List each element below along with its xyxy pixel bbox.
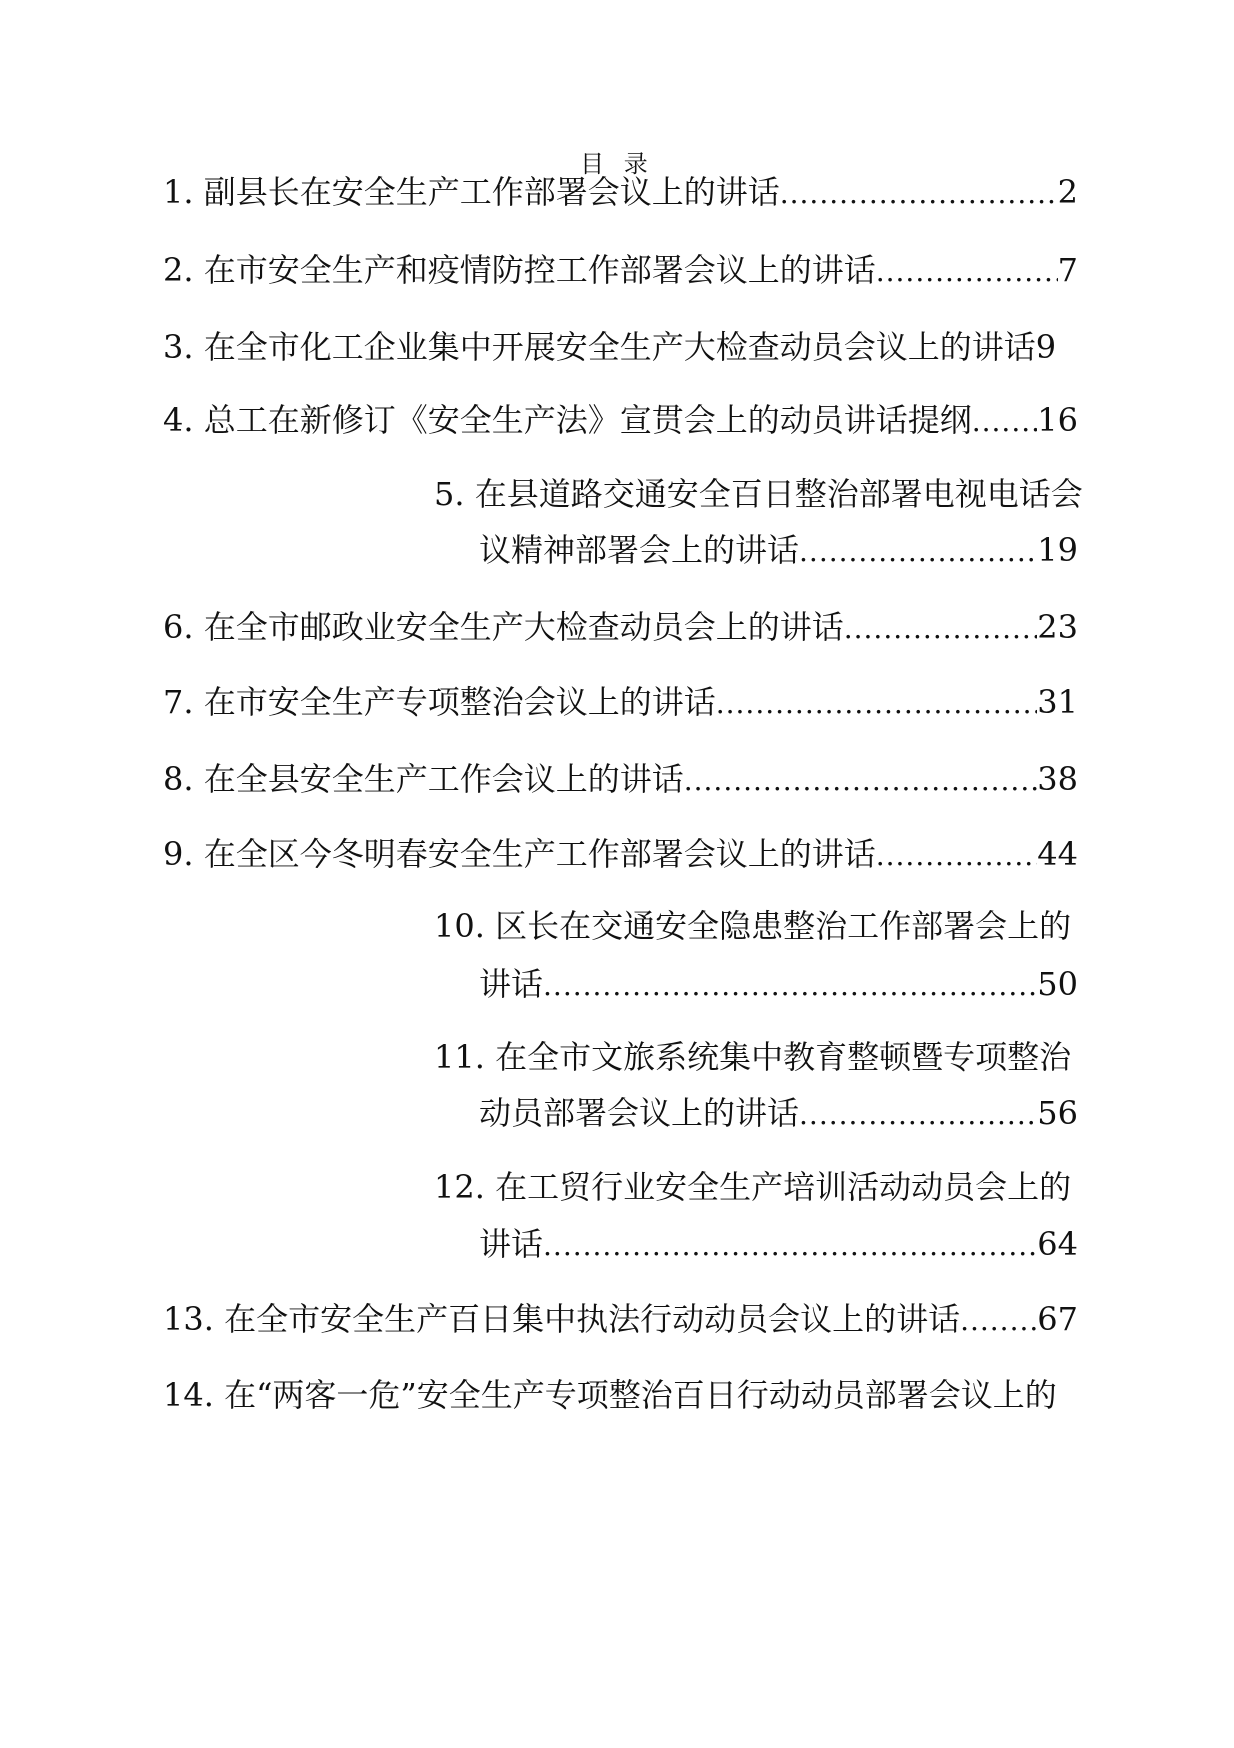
toc-entry-4[interactable]	[163, 398, 1078, 442]
toc-entry-3[interactable]	[163, 325, 1123, 369]
toc-entry-title-continued: 讲话	[479, 1225, 544, 1263]
toc-leader-dots	[876, 250, 1058, 292]
toc-entry-7[interactable]	[163, 680, 1078, 724]
toc-entry-2[interactable]	[163, 248, 1078, 292]
toc-page-number: 16	[1037, 401, 1078, 439]
toc-page-number: 23	[1037, 608, 1078, 646]
toc-entry-title: 10. 区长在交通安全隐患整治工作部署会上的	[434, 907, 1072, 945]
toc-entry-5-line-2[interactable]	[479, 528, 1078, 572]
toc-page-number: 67	[1037, 1300, 1078, 1338]
toc-entry-title: 1. 副县长在安全生产工作部署会议上的讲话	[163, 173, 780, 211]
toc-leader-dots	[684, 759, 1038, 801]
toc-entry-title: 6. 在全市邮政业安全生产大检查动员会上的讲话	[163, 608, 844, 646]
toc-entry-title-continued: 动员部署会议上的讲话	[479, 1094, 800, 1132]
toc-leader-dots	[876, 834, 1038, 876]
toc-page-number: 56	[1037, 1094, 1078, 1132]
toc-entry-1[interactable]	[163, 170, 1078, 214]
toc-leader-dots	[960, 1299, 1037, 1341]
toc-entry-title: 12. 在工贸行业安全生产培训活动动员会上的	[434, 1168, 1072, 1206]
toc-page-number: 38	[1037, 760, 1078, 798]
toc-heading: 目 录	[580, 150, 654, 178]
toc-entry-title-continued: 议精神部署会上的讲话	[479, 531, 800, 569]
toc-page-number: 7	[1057, 251, 1078, 289]
toc-entry-12-line-2[interactable]	[479, 1222, 1078, 1266]
toc-entry-10-line-1[interactable]	[434, 904, 1109, 948]
toc-entry-9[interactable]	[163, 832, 1078, 876]
toc-entry-title: 9. 在全区今冬明春安全生产工作部署会议上的讲话	[163, 835, 876, 873]
toc-entry-title: 4. 总工在新修订《安全生产法》宣贯会上的动员讲话提纲	[163, 401, 972, 439]
toc-entry-6[interactable]	[163, 605, 1078, 649]
toc-entry-title: 7. 在市安全生产专项整治会议上的讲话	[163, 683, 716, 721]
toc-entry-11-line-2[interactable]	[479, 1091, 1078, 1135]
toc-page-number: 31	[1037, 683, 1078, 721]
toc-leader-dots	[972, 400, 1038, 442]
toc-page-number: 9	[1035, 328, 1057, 366]
toc-entry-title: 14. 在“两客一危”安全生产专项整治百日行动动员部署会议上的	[163, 1376, 1057, 1414]
toc-page-number: 64	[1037, 1225, 1078, 1263]
toc-entry-title: 3. 在全市化工企业集中开展安全生产大检查动员会议上的讲话	[163, 328, 1036, 366]
toc-page-number: 2	[1057, 173, 1078, 211]
toc-page-number: 50	[1037, 965, 1078, 1003]
toc-leader-dots	[780, 172, 1058, 214]
toc-entry-title: 2. 在市安全生产和疫情防控工作部署会议上的讲话	[163, 251, 876, 289]
toc-page-number: 19	[1037, 531, 1078, 569]
toc-leader-dots	[716, 682, 1038, 724]
toc-entry-title: 13. 在全市安全生产百日集中执法行动动员会议上的讲话	[163, 1300, 961, 1338]
toc-entry-5-line-1[interactable]	[434, 472, 1109, 516]
toc-leader-dots	[543, 964, 1037, 1006]
toc-entry-14[interactable]	[163, 1373, 1123, 1417]
toc-entry-13[interactable]	[163, 1297, 1078, 1341]
toc-entry-10-line-2[interactable]	[479, 962, 1078, 1006]
toc-page-number: 44	[1037, 835, 1078, 873]
toc-leader-dots	[799, 1093, 1037, 1135]
toc-leader-dots	[844, 607, 1038, 649]
toc-leader-dots	[543, 1224, 1037, 1266]
toc-entry-title: 11. 在全市文旅系统集中教育整顿暨专项整治	[434, 1038, 1072, 1076]
toc-entry-12-line-1[interactable]	[434, 1165, 1109, 1209]
toc-leader-dots	[799, 530, 1037, 572]
toc-entry-title: 5. 在县道路交通安全百日整治部署电视电话会	[434, 475, 1083, 513]
toc-entry-8[interactable]	[163, 757, 1078, 801]
toc-entry-title-continued: 讲话	[479, 965, 544, 1003]
toc-entry-title: 8. 在全县安全生产工作会议上的讲话	[163, 760, 684, 798]
toc-entry-11-line-1[interactable]	[434, 1035, 1109, 1079]
